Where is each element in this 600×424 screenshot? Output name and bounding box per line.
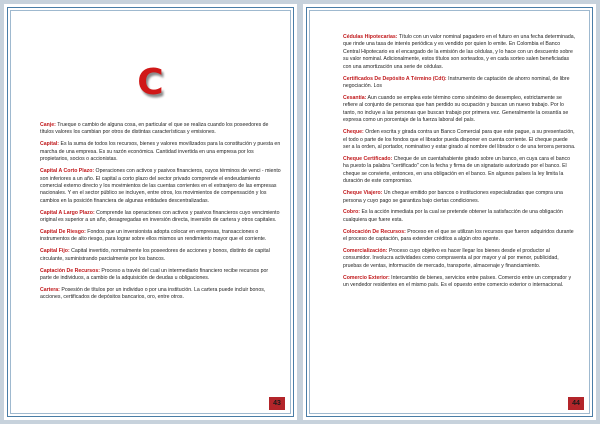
entry-term: Colocación De Recursos: <box>343 228 406 235</box>
right-page <box>303 4 596 420</box>
entry-definition: Operaciones con activos y pasivos financieros, cuyos términos de venci - miento son inferiores a un año. El capital a corto plazo del sector privado comprende el endeudamiento comercial externo directo y los movimientos de las cuentas corrientes en el extranjero de las empresas nacionales. Y en el sector público se incluyen, entre otros, los movimientos de compensación y los cambios en la posición financiera de algunas entidades descentralizadas. <box>40 168 281 204</box>
entry-term: Cheque: <box>343 129 364 136</box>
entry-term: Capital A Corto Plazo: <box>40 168 95 175</box>
entry-term: Capital A Largo Plazo: <box>40 209 95 216</box>
entry-term: Comercialización: <box>343 248 388 254</box>
entry-definition: Posesión de títulos por un individuo o por una institución. La cartera puede incluir bonos, acciones, certificados de depósitos bancarios, oro, entre otros. <box>40 286 266 301</box>
glossary-entry <box>40 287 281 302</box>
left-page <box>4 4 297 420</box>
page-number: 44 <box>568 397 584 410</box>
entry-term: Capital Fijo: <box>40 248 70 255</box>
entry-definition: Proceso cuyo objetivo es hacer llegar los bienes desde el productor al consumidor. Involucra actividades como compraventa al por mayor y al por menor, publicidad, pruebas de ventas, información de mercado, transporte, almacenaje y financiamiento. <box>343 248 559 269</box>
entry-term: Capital: <box>40 141 60 148</box>
glossary-entry <box>40 268 281 283</box>
glossary-entry <box>40 168 281 205</box>
entry-definition: Aun cuando se emplea este término como sinónimo de desempleo, estrictamente se refiere al conjunto de personas que han perdido su ocupación y buscan un nuevo trabajo. Por lo tanto, no incluye a las personas que buscan trabajo por primera vez. Generalmente la cesantía se expresa como un porcentaje de la fuerza laboral del país. <box>343 94 569 124</box>
entry-term: Cobro: <box>343 209 360 216</box>
glossary-entry <box>343 156 576 186</box>
entry-definition: Proceso en el que se utilizan los recursos que fueron adquiridos durante el proceso de captación, para extender créditos a algún otro agente. <box>343 228 574 243</box>
entry-term: Cheque Certificado: <box>343 155 393 162</box>
glossary-entry <box>40 229 281 244</box>
glossary-entry <box>40 141 281 163</box>
glossary-entry <box>343 34 576 71</box>
entry-term: Capital De Riesgo: <box>40 229 86 235</box>
entry-definition: Cheque de un cuentahabiente girado sobre un banco, en cuya cara el banco ha puesto la palabra "certificado" con la fecha y firma de un signatario autorizado por el banco. El cheque se convierte, entonces, en una obligación en el banco. En algunos países la ley limita la duración de este compromiso. <box>343 155 570 185</box>
entry-term: Cartera: <box>40 286 60 293</box>
glossary-entry <box>40 122 281 137</box>
entry-definition: Comprende las operaciones con activos y pasivos financieros cuyo vencimiento original es superior a un año, desagregadas en inversión directa, inversión de cartera y otros capitales. <box>40 209 280 224</box>
glossary-entry <box>343 95 576 125</box>
entry-definition: Un cheque emitido por bancos o instituciones especializadas que compra una persona y cuyo pago se garantiza bajo ciertas condiciones. <box>343 190 563 204</box>
entry-term: Cheque Viajero: <box>343 190 383 197</box>
entry-term: Cédulas Hipotecarias: <box>343 34 398 40</box>
entry-definition: Es la suma de todos los recursos, bienes y valores movilizados para la constitución y puesta en marcha de una empresa. Es su razón económica. Cantidad invertida en una empresa por los propietarios, socios o accionistas. <box>40 141 281 163</box>
entry-term: Comercio Exterior: <box>343 274 390 281</box>
entry-term: Captación De Recursos: <box>40 267 100 274</box>
glossary-entry <box>343 229 576 244</box>
entry-definition: Es la acción inmediata por la cual se pretende obtener la satisfacción de una obligación cualquiera que fuere esta. <box>343 209 563 223</box>
entry-definition: Capital invertido, normalmente los poseedores de acciones y bonos, distinto de capital circulante, suministrando parcialmente por los bancos. <box>40 248 270 262</box>
entry-definition: Intercambio de bienes, servicios entre países. Comercio entre un comprador y un vendedor residentes en el mismo país. Es el opuesto entre comercio exterior o internacional. <box>343 274 572 289</box>
entry-definition: Trueque o cambio de alguna cosa, en particular el que se realiza cuando los poseedores de títulos valores los cambian por otros de distintas características y emisiones. <box>40 122 269 136</box>
entry-term: Cesantía: <box>343 94 367 101</box>
glossary-entry <box>343 209 576 224</box>
entry-definition: Instrumento de captación de ahorro nominal, de libre negociación. Los <box>343 75 570 90</box>
glossary-entry <box>343 76 576 91</box>
page-number: 43 <box>269 397 285 410</box>
entry-term: Certificados De Depósito A Término (Cdt): <box>343 75 447 82</box>
glossary-list <box>343 34 576 294</box>
glossary-entry <box>343 248 576 270</box>
entry-definition: Proceso a través del cual un intermediario financiero recibe recursos por parte de individuos, a cambio de la adquisición de deudas u obligaciones. <box>40 267 269 282</box>
entry-definition: Título con un valor nominal pagadero en el futuro en una fecha determinada, que rinde una tasa de interés periódica y es vendido por quien lo emite. En Colombia el Banco Central Hipotecario es el encargado de la emisión de las cédulas, y lo hace con un descuento sobre su valor nominal. Adicionalmente, estos títulos son sorteados, y en cada sorteo salen beneficiadas con una amortización una serie de cédulas. <box>343 34 576 70</box>
glossary-entry <box>343 275 576 290</box>
glossary-entry <box>40 210 281 225</box>
entry-definition: Orden escrita y girada contra un Banco Comercial para que este pague, a su presentación, el todo o parte de los fondos que el librador pueda disponer en cuenta corriente. El cheque puede ser a la orden, al portador, nominativo y estar girado al nombre del librador o de una tercera persona. <box>343 129 576 151</box>
glossary-list <box>40 122 281 306</box>
entry-term: Canje: <box>40 122 56 128</box>
glossary-entry <box>343 190 576 205</box>
glossary-entry <box>343 129 576 151</box>
glossary-entry <box>40 248 281 263</box>
section-letter: C <box>137 62 164 103</box>
entry-definition: Fondos que un inversionista adopta colocar en empresas, transacciones o instrumentos de alto riesgo, para lograr sobre ellos mismos un rendimiento mayor que el corriente. <box>40 229 267 243</box>
